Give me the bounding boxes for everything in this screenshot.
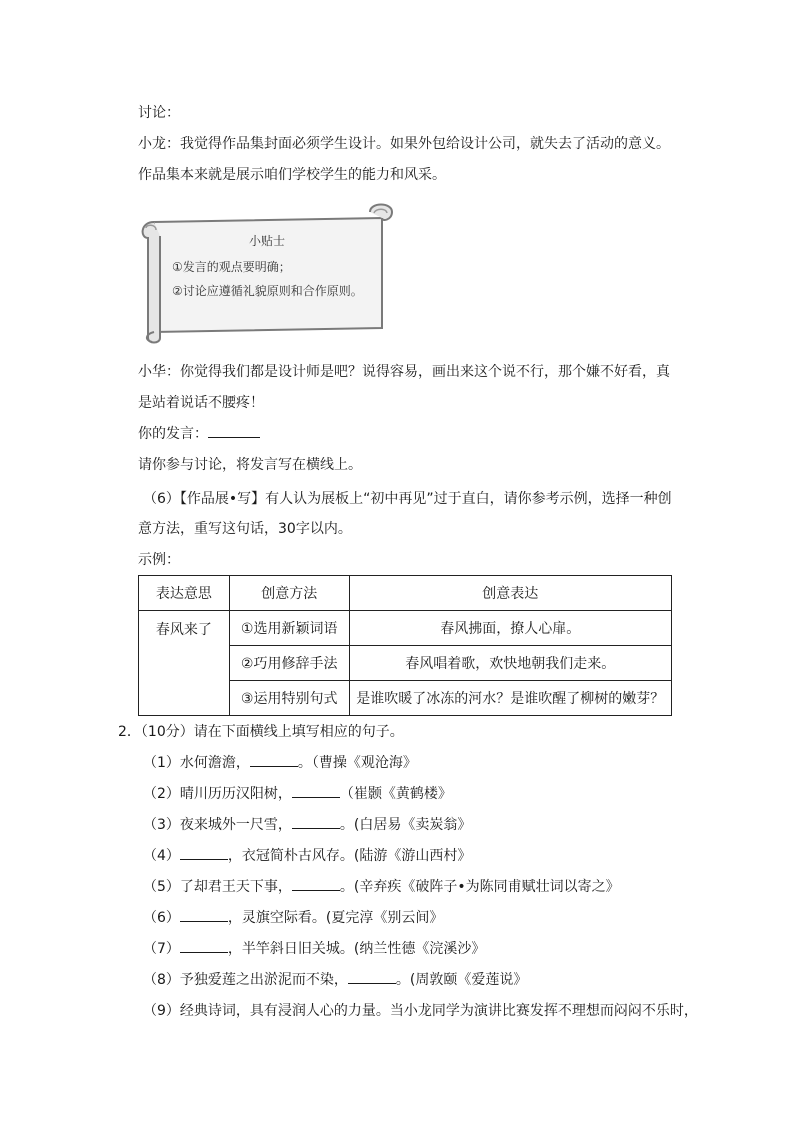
example-table	[138, 575, 672, 716]
xiaolong-speech-line2: 作品集本来就是展示咱们学校学生的能力和风采。	[138, 167, 446, 183]
q2-item-5: （5）了却君王天下事， 。(辛弃疾《破阵子•为陈同甫赋壮词以寄之》	[143, 879, 620, 895]
q2-item-3: （3）夜来城外一尺雪， 。(白居易《卖炭翁》	[143, 817, 472, 833]
q2-item-4: （4） ，衣冠简朴古风存。(陆游《游山西村》	[143, 848, 472, 864]
q2-item-7: （7） ，半竿斜日旧关城。(纳兰性德《浣溪沙》	[143, 941, 486, 957]
answer-blank[interactable]	[180, 846, 228, 860]
header-meaning: 表达意思	[139, 576, 230, 611]
tips-item-1: ①发言的观点要明确；	[172, 260, 291, 274]
method-cell: ③运用特别句式	[229, 681, 349, 716]
answer-blank[interactable]	[180, 939, 228, 953]
header-method: 创意方法	[229, 576, 349, 611]
q2-item-9: （9）经典诗词，具有浸润人心的力量。当小龙同学为演讲比赛发挥不理想而闷闷不乐时，	[143, 1003, 698, 1019]
header-expression: 创意表达	[349, 576, 671, 611]
q2-item-1: （1）水何澹澹， 。（曹操《观沧海》	[143, 755, 417, 771]
discussion-heading: 讨论：	[138, 105, 180, 121]
expression-cell: 春风拂面，撩人心扉。	[349, 611, 671, 646]
tips-item-2: ②讨论应遵循礼貌原则和合作原则。	[172, 284, 363, 298]
example-label: 示例：	[138, 552, 180, 568]
answer-blank[interactable]	[250, 753, 298, 767]
your-speech-label: 你的发言：	[138, 426, 208, 442]
q6-line1: （6）【作品展•写】有人认为展板上“初中再见”过于直白，请你参考示例，选择一种创	[143, 491, 672, 507]
tips-title: 小贴士	[248, 234, 285, 248]
tips-scroll	[138, 200, 396, 346]
expression-cell: 是谁吹暖了冰冻的河水？是谁吹醒了柳树的嫩芽？	[349, 681, 671, 716]
expression-cell: 春风唱着歌，欢快地朝我们走来。	[349, 646, 671, 681]
your-speech-line	[138, 424, 260, 444]
xiaohua-speech-line2: 是站着说话不腰疼！	[138, 395, 264, 411]
q6-line2: 意方法，重写这句话，30字以内。	[138, 521, 352, 537]
method-cell: ②巧用修辞手法	[229, 646, 349, 681]
answer-blank[interactable]	[208, 424, 260, 438]
answer-blank[interactable]	[292, 877, 340, 891]
table-header-row	[139, 576, 672, 611]
table-row	[139, 611, 672, 646]
xiaolong-speech-line1: 小龙：我觉得作品集封面必须学生设计。如果外包给设计公司，就失去了活动的意义。	[138, 136, 670, 152]
q2-item-6: （6） ，灵旗空际看。(夏完淳《别云间》	[143, 910, 444, 926]
q2-item-2: （2）晴川历历汉阳树， （崔颢《黄鹤楼》	[143, 786, 452, 802]
method-cell: ①选用新颖词语	[229, 611, 349, 646]
q2-item-8: （8）予独爱莲之出淤泥而不染， 。(周敦颐《爱莲说》	[143, 972, 528, 988]
answer-blank[interactable]	[348, 970, 396, 984]
answer-blank[interactable]	[180, 908, 228, 922]
meaning-cell: 春风来了	[139, 611, 230, 716]
answer-blank[interactable]	[292, 784, 340, 798]
discussion-instruction: 请你参与讨论，将发言写在横线上。	[138, 457, 362, 473]
answer-blank[interactable]	[292, 815, 340, 829]
q2-title: 2．（10分）请在下面横线上填写相应的句子。	[118, 724, 404, 740]
xiaohua-speech-line1: 小华：你觉得我们都是设计师是吧？说得容易，画出来这个说不行，那个嫌不好看，真	[138, 364, 670, 380]
